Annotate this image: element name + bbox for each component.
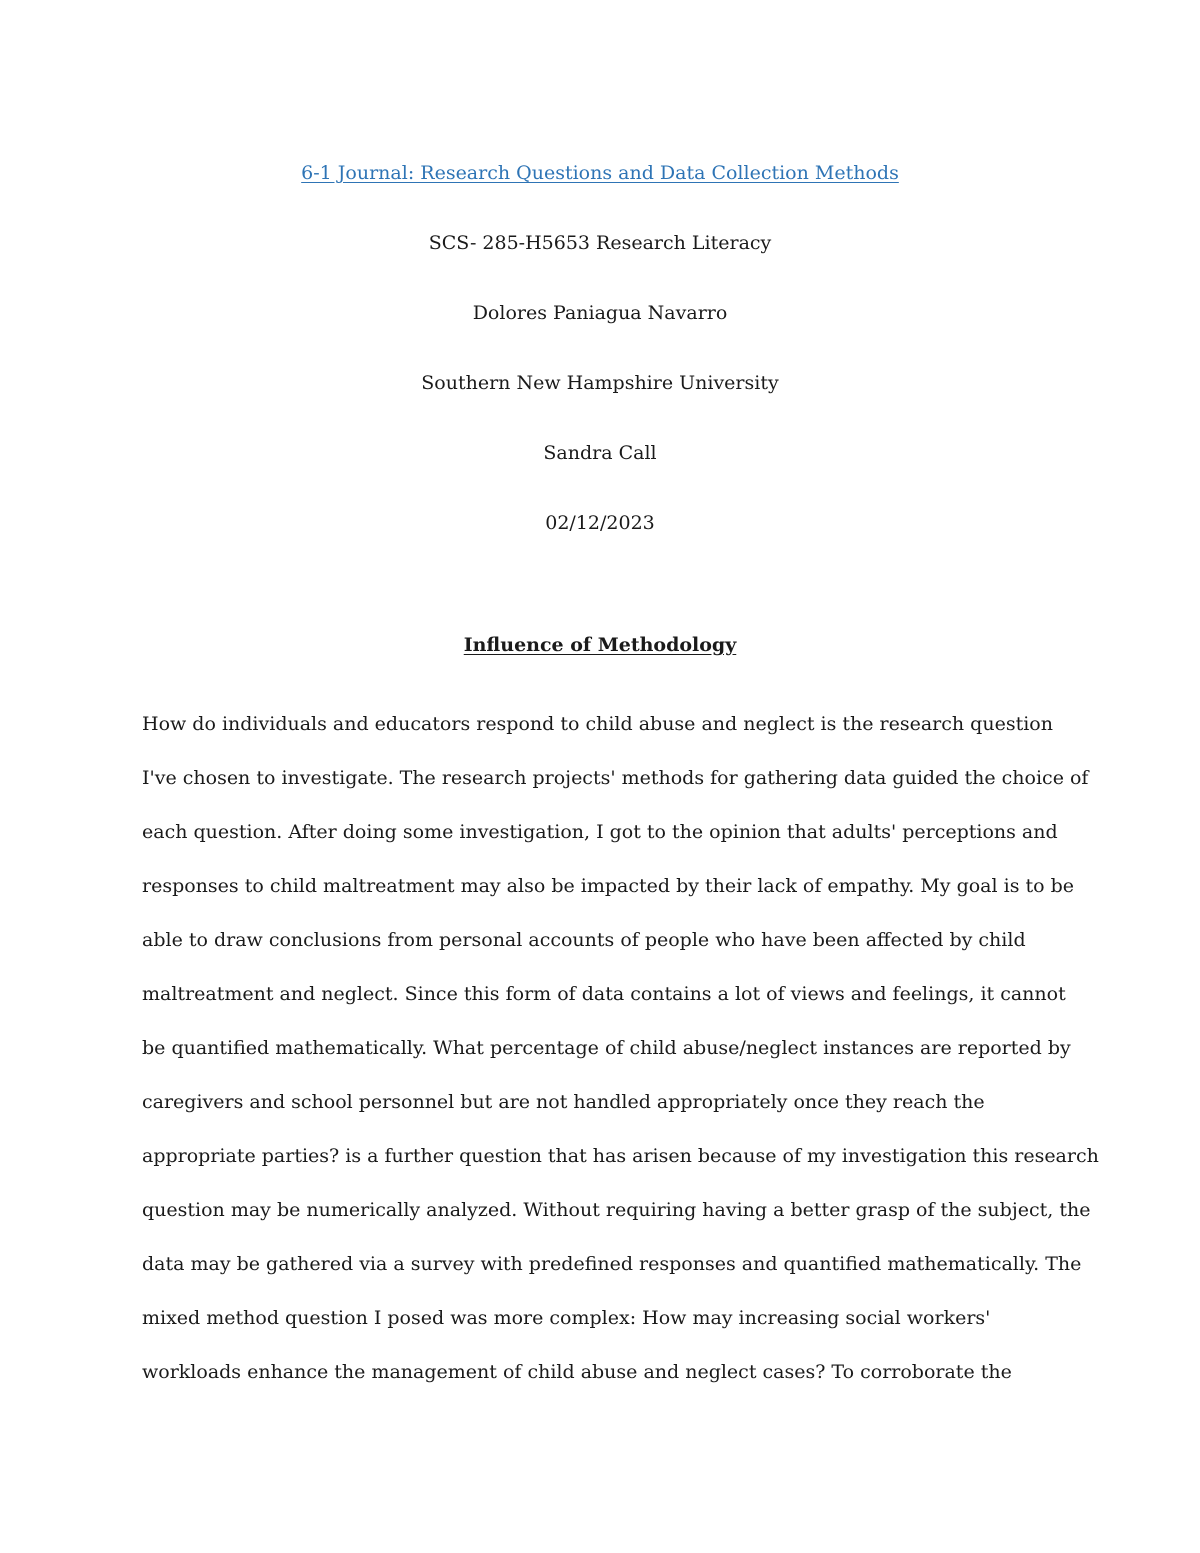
body-line: appropriate parties? is a further question that has arisen because of my investigation this research (142, 1145, 1099, 1167)
body-line: I've chosen to investigate. The research projects' methods for gathering data guided the choice of (142, 767, 1089, 789)
title-page-block (0, 138, 1200, 558)
body-line: question may be numerically analyzed. Without requiring having a better grasp of the subject, the (142, 1199, 1091, 1221)
author-name: Dolores Paniagua Navarro (472, 302, 728, 324)
document-title-link[interactable]: 6-1 Journal: Research Questions and Data Collection Methods (301, 162, 899, 184)
body-line: able to draw conclusions from personal accounts of people who have been affected by child (142, 929, 1026, 951)
instructor-name: Sandra Call (543, 442, 657, 464)
body-line: mixed method question I posed was more complex: How may increasing social workers' (142, 1307, 991, 1329)
body-line: be quantified mathematically. What percentage of child abuse/neglect instances are reported by (142, 1037, 1071, 1059)
body-paragraph (142, 697, 1099, 1399)
document-title-line (0, 138, 1200, 208)
section-heading: Influence of Methodology (463, 634, 737, 656)
document-date: 02/12/2023 (545, 512, 655, 534)
body-line: responses to child maltreatment may also be impacted by their lack of empathy. My goal is to be (142, 875, 1075, 897)
body-line: How do individuals and educators respond to child abuse and neglect is the research question (142, 713, 1053, 735)
course-name: SCS- 285-H5653 Research Literacy (428, 232, 772, 254)
institution-name: Southern New Hampshire University (421, 372, 779, 394)
body-line: each question. After doing some investigation, I got to the opinion that adults' perceptions and (142, 821, 1058, 843)
body-line: maltreatment and neglect. Since this form of data contains a lot of views and feelings, it cannot (142, 983, 1066, 1005)
body-line: workloads enhance the management of child abuse and neglect cases? To corroborate the (142, 1361, 1012, 1383)
body-line: data may be gathered via a survey with predefined responses and quantified mathematically. The (142, 1253, 1082, 1275)
body-line: caregivers and school personnel but are not handled appropriately once they reach the (142, 1091, 985, 1113)
